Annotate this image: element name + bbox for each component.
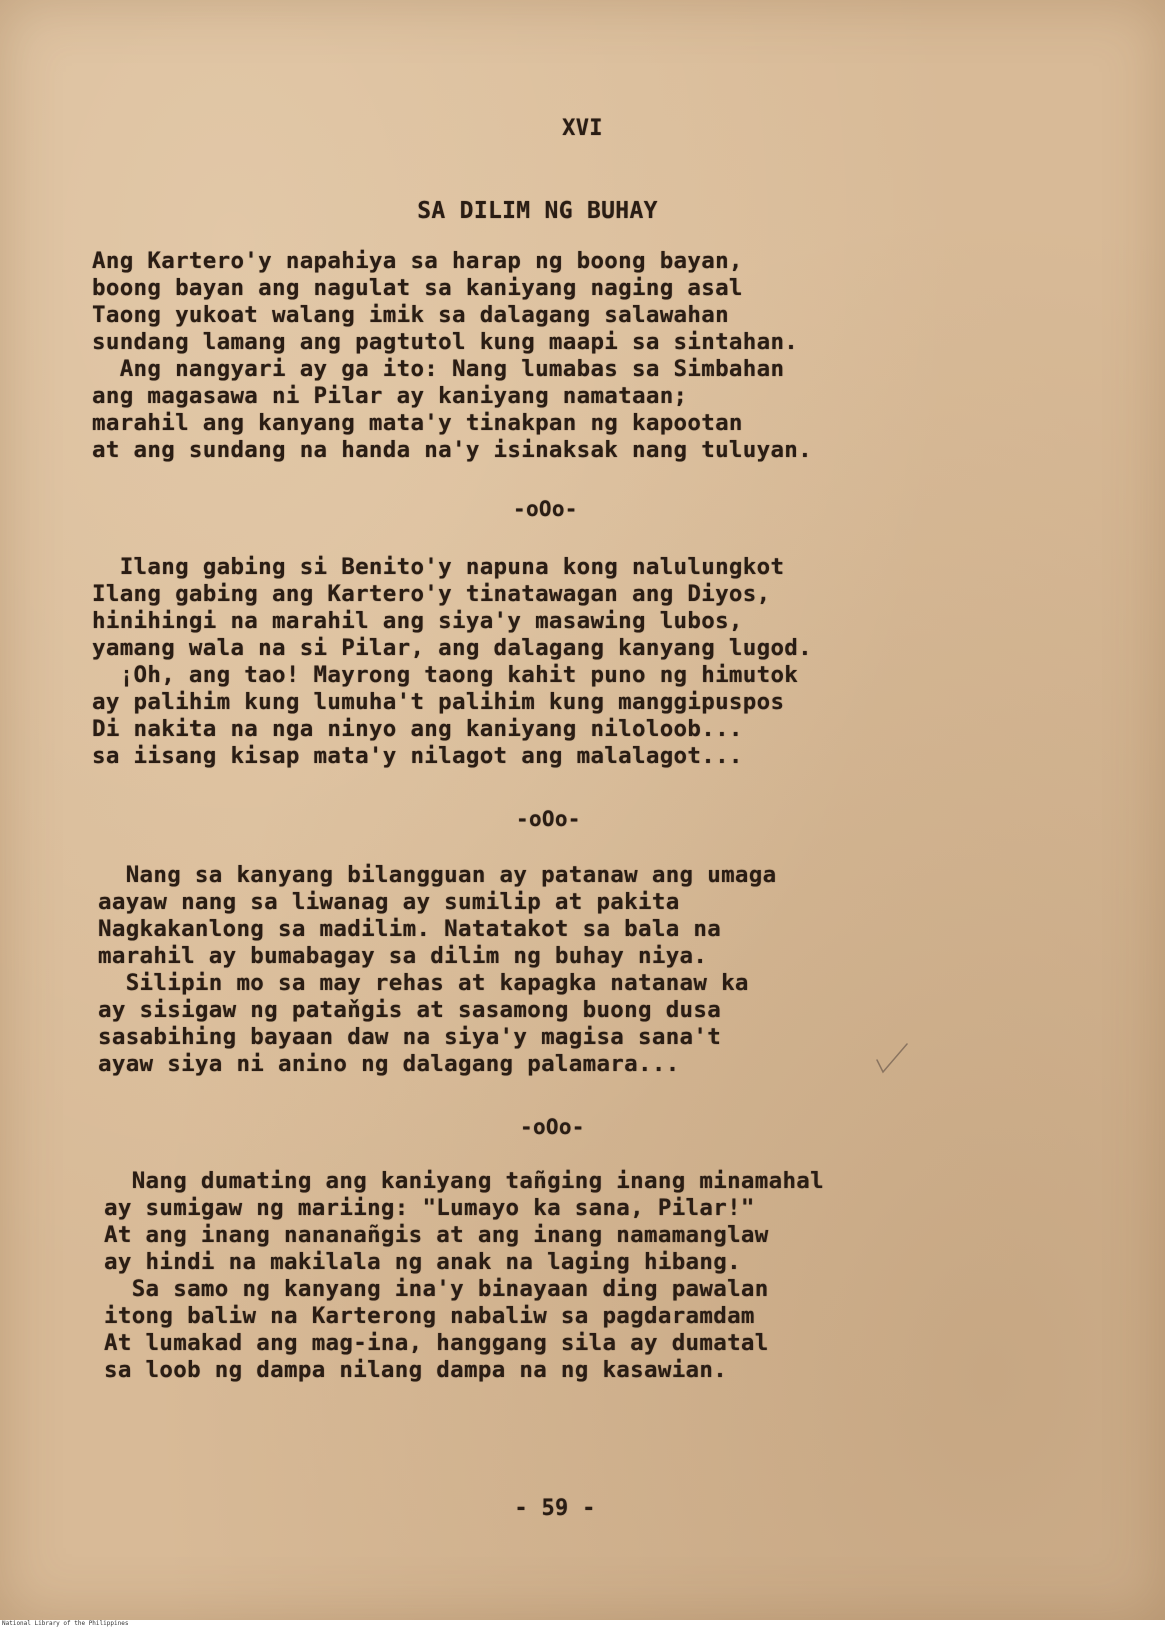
stanza-1-line-4: sundang lamang ang pagtutol kung maapi sa sintahan. xyxy=(92,329,799,355)
stanza-3-line-6: ay sisigaw ng pataňgis at sasamong buong dusa xyxy=(98,997,722,1023)
page-number: - 59 - xyxy=(514,1496,596,1521)
stanza-3-line-5: Silipin mo sa may rehas at kapagka natanaw ka xyxy=(98,970,749,996)
stanza-3-line-8: ayaw siya ni anino ng dalagang palamara... xyxy=(98,1051,680,1077)
stanza-2-line-4: yamang wala na si Pilar, ang dalagang kanyang lugod. xyxy=(92,635,812,661)
section-divider-1: -oOo- xyxy=(513,497,578,521)
stanza-1-line-8: at ang sundang na handa na'y isinaksak nang tuluyan. xyxy=(92,437,812,463)
stanza-4-line-6: itong baliw na Karterong nabaliw sa pagdaramdam xyxy=(104,1303,755,1329)
stanza-3-line-2: aayaw nang sa liwanag ay sumilip at pakita xyxy=(98,889,680,915)
stanza-1-line-1: Ang Kartero'y napahiya sa harap ng boong bayan, xyxy=(92,248,743,274)
section-divider-3: -oOo- xyxy=(520,1115,585,1139)
stanza-2-line-1: Ilang gabing si Benito'y napuna kong nalulungkot xyxy=(92,554,785,580)
stanza-3-line-4: marahil ay bumabagay sa dilim ng buhay niya. xyxy=(98,943,708,969)
chapter-number: XVI xyxy=(562,116,603,141)
pencil-check-mark xyxy=(873,1040,913,1084)
stanza-4-line-8: sa loob ng dampa nilang dampa na ng kasawian. xyxy=(104,1357,728,1383)
stanza-1-line-2: boong bayan ang nagulat sa kaniyang naging asal xyxy=(92,275,743,301)
stanza-3-line-7: sasabihing bayaan daw na siya'y magisa sana't xyxy=(98,1024,722,1050)
stanza-2-line-8: sa iisang kisap mata'y nilagot ang malalagot... xyxy=(92,743,743,769)
stanza-1-line-6: ang magasawa ni Pilar ay kaniyang namataan; xyxy=(92,383,688,409)
stanza-3-line-3: Nagkakanlong sa madilim. Natatakot sa bala na xyxy=(98,916,722,942)
footer-bar xyxy=(0,1620,1165,1628)
stanza-4-line-3: At ang inang nananañgis at ang inang namamanglaw xyxy=(104,1222,769,1248)
section-divider-2: -oOo- xyxy=(516,807,581,831)
stanza-4-line-5: Sa samo ng kanyang ina'y binayaan ding pawalan xyxy=(104,1276,769,1302)
stanza-3-line-1: Nang sa kanyang bilangguan ay patanaw ang umaga xyxy=(98,862,777,888)
stanza-1-line-5: Ang nangyari ay ga ito: Nang lumabas sa Simbahan xyxy=(92,356,785,382)
stanza-2-line-5: ¡Oh, ang tao! Mayrong taong kahit puno ng himutok xyxy=(92,662,799,688)
chapter-title: SA DILIM NG BUHAY xyxy=(417,198,658,224)
stanza-4-line-4: ay hindi na makilala ng anak na laging hibang. xyxy=(104,1249,741,1275)
stanza-2-line-2: Ilang gabing ang Kartero'y tinatawagan ang Diyos, xyxy=(92,581,771,607)
stanza-4-line-2: ay sumigaw ng mariing: "Lumayo ka sana, Pilar!" xyxy=(104,1195,755,1221)
stanza-2-line-7: Di nakita na nga ninyo ang kaniyang niloloob... xyxy=(92,716,743,742)
stanza-4-line-7: At lumakad ang mag-ina, hanggang sila ay dumatal xyxy=(104,1330,769,1356)
stanza-2-line-6: ay palihim kung lumuha't palihim kung manggipuspos xyxy=(92,689,785,715)
footer-credit: National Library of the Philippines xyxy=(2,1620,129,1627)
stanza-4-line-1: Nang dumating ang kaniyang tañging inang minamahal xyxy=(104,1168,824,1194)
stanza-2-line-3: hinihingi na marahil ang siya'y masawing lubos, xyxy=(92,608,743,634)
stanza-1-line-3: Taong yukoat walang imik sa dalagang salawahan xyxy=(92,302,729,328)
stanza-1-line-7: marahil ang kanyang mata'y tinakpan ng kapootan xyxy=(92,410,743,436)
